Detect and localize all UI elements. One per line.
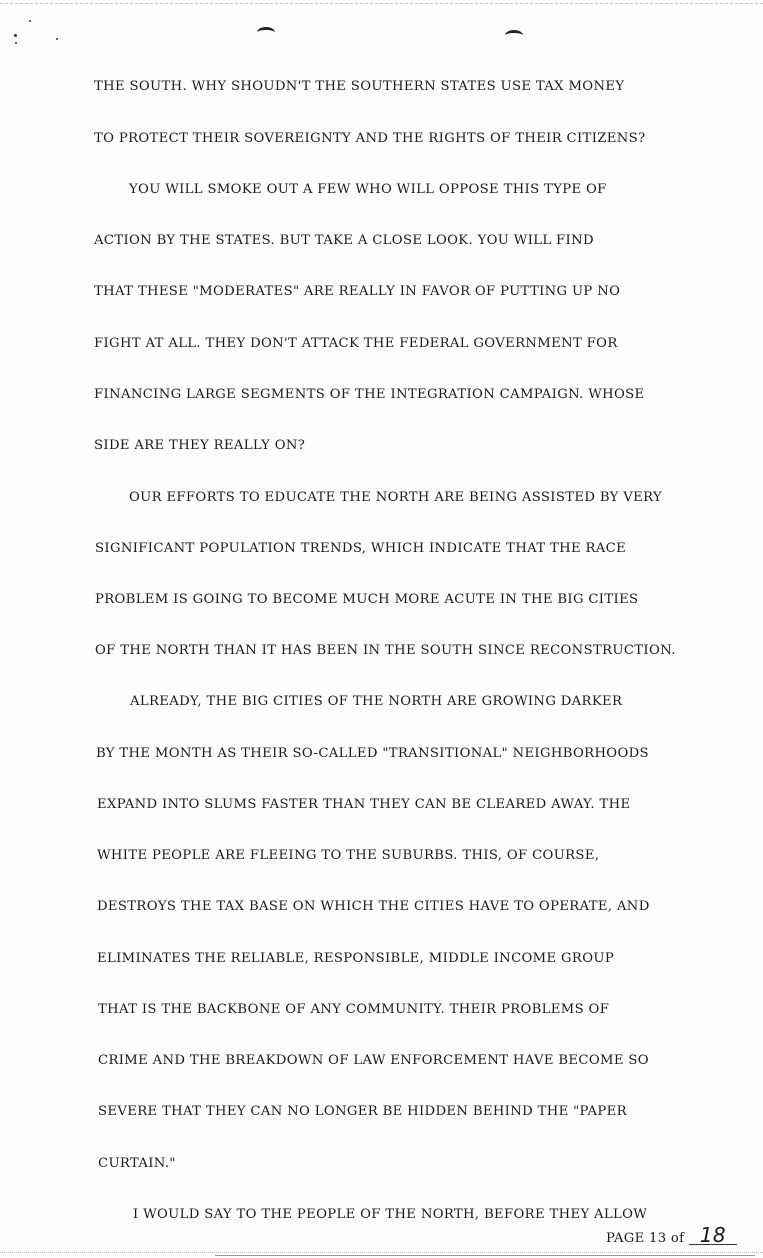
text-line: THE SOUTH. WHY SHOUDN'T THE SOUTHERN STATES USE TAX MONEY [94, 79, 625, 94]
text-line: EXPAND INTO SLUMS FASTER THAN THEY CAN BE CLEARED AWAY. THE [97, 797, 631, 812]
text-line: WHITE PEOPLE ARE FLEEING TO THE SUBURBS. THIS, OF COURSE, [97, 848, 600, 863]
text-line: I WOULD SAY TO THE PEOPLE OF THE NORTH, BEFORE THEY ALLOW [133, 1207, 648, 1222]
text-line: YOU WILL SMOKE OUT A FEW WHO WILL OPPOSE THIS TYPE OF [129, 182, 607, 197]
top-edge-dashes [0, 3, 763, 4]
text-line: SIDE ARE THEY REALLY ON? [94, 438, 306, 453]
staple-mark-left [257, 27, 275, 38]
bottom-edge-dots [0, 1252, 763, 1253]
text-line: FINANCING LARGE SEGMENTS OF THE INTEGRATION CAMPAIGN. WHOSE [94, 387, 645, 402]
text-line: ALREADY, THE BIG CITIES OF THE NORTH ARE GROWING DARKER [130, 694, 623, 709]
text-line: BY THE MONTH AS THEIR SO-CALLED "TRANSITIONAL" NEIGHBORHOODS [96, 746, 649, 761]
bottom-edge-rule [215, 1255, 755, 1256]
text-line: FIGHT AT ALL. THEY DON'T ATTACK THE FEDERAL GOVERNMENT FOR [94, 336, 618, 351]
text-line: SEVERE THAT THEY CAN NO LONGER BE HIDDEN BEHIND THE "PAPER [98, 1104, 627, 1119]
page-number-footer [606, 1223, 737, 1247]
text-line: THAT IS THE BACKBONE OF ANY COMMUNITY. THEIR PROBLEMS OF [98, 1002, 610, 1017]
text-line: THAT THESE "MODERATES" ARE REALLY IN FAVOR OF PUTTING UP NO [94, 284, 621, 299]
speck-mark [56, 38, 58, 40]
text-line: SIGNIFICANT POPULATION TRENDS, WHICH INDICATE THAT THE RACE [95, 541, 627, 556]
text-line: DESTROYS THE TAX BASE ON WHICH THE CITIES HAVE TO OPERATE, AND [97, 899, 650, 914]
page-number-label: PAGE 13 of [606, 1231, 685, 1246]
text-line: CRIME AND THE BREAKDOWN OF LAW ENFORCEMENT HAVE BECOME SO [98, 1053, 649, 1068]
speck-mark [15, 42, 17, 44]
text-line: ACTION BY THE STATES. BUT TAKE A CLOSE LOOK. YOU WILL FIND [94, 233, 594, 248]
speck-mark [14, 34, 17, 37]
text-line: OUR EFFORTS TO EDUCATE THE NORTH ARE BEING ASSISTED BY VERY [129, 490, 663, 505]
text-line: ELIMINATES THE RELIABLE, RESPONSIBLE, MIDDLE INCOME GROUP [97, 951, 615, 966]
text-line: TO PROTECT THEIR SOVEREIGNTY AND THE RIGHTS OF THEIR CITIZENS? [94, 131, 646, 146]
text-line: PROBLEM IS GOING TO BECOME MUCH MORE ACUTE IN THE BIG CITIES [95, 592, 639, 607]
text-line: CURTAIN." [98, 1156, 176, 1171]
staple-mark-right [505, 30, 523, 41]
text-line: OF THE NORTH THAN IT HAS BEEN IN THE SOUTH SINCE RECONSTRUCTION. [95, 643, 676, 658]
speck-mark [29, 20, 31, 22]
page-total-handwritten: 18 [689, 1226, 737, 1245]
